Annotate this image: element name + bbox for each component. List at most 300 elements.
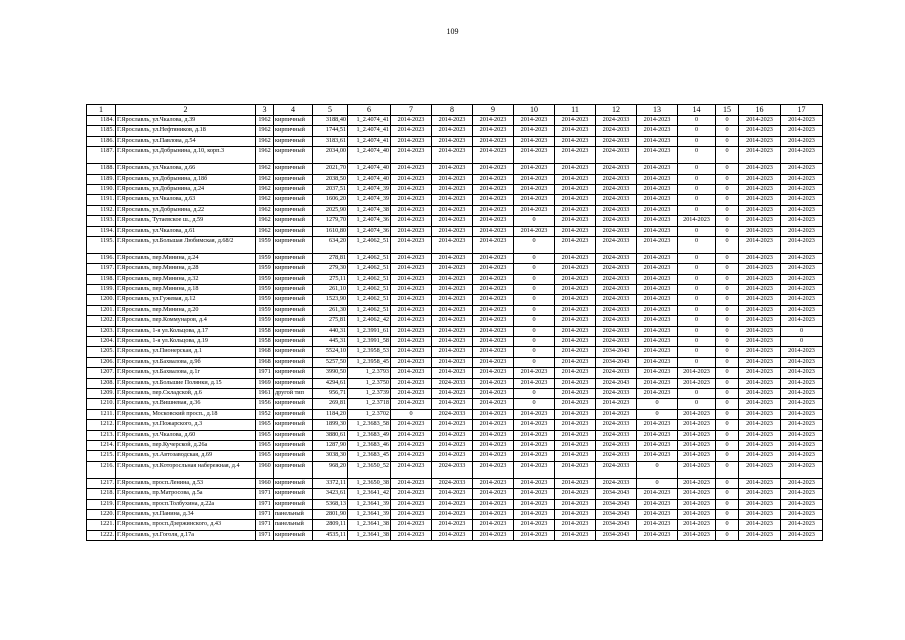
table-cell: 2014-2023 [637,337,678,347]
table-cell: 2014-2023 [473,174,514,184]
table-row [87,430,823,440]
table-cell: 2014-2023 [596,409,637,419]
table-cell: Г.Ярославль, просп.Ленина, д.53 [116,478,256,488]
table-cell: 2014-2023 [391,520,432,530]
table-cell: 0 [716,116,739,126]
table-cell: 5257,50 [313,357,348,367]
table-row [87,226,823,236]
table-cell: 2014-2023 [781,509,823,519]
table-cell: 2014-2023 [391,499,432,509]
table-cell: 4535,11 [313,530,348,540]
table-cell: кирпичный [274,285,313,295]
table-cell: кирпичный [274,420,313,430]
table-cell: 2014-2023 [514,195,555,205]
table-cell: 1968 [256,357,274,367]
table-cell: 2014-2023 [555,430,596,440]
table-cell: 1_2.4062_42 [348,316,391,326]
table-cell: 2014-2023 [739,116,781,126]
table-cell: 2014-2023 [432,347,473,357]
table-cell: 2014-2023 [555,236,596,253]
table-cell: 2014-2023 [637,378,678,388]
table-cell: 2014-2023 [432,147,473,164]
table-cell: 1744,51 [313,126,348,136]
table-cell: 0 [678,305,716,315]
table-cell: 2014-2023 [739,305,781,315]
table-cell: Г.Ярославль, ул.Добрынина, д.22 [116,205,256,215]
table-cell: 2014-2023 [391,489,432,499]
table-cell: другой тип [274,388,313,398]
table-cell: 0 [716,489,739,499]
table-cell: 0 [716,451,739,461]
table-cell: 0 [637,461,678,478]
table-cell: кирпичный [274,116,313,126]
table-cell: 2014-2023 [678,478,716,488]
table-cell: 2014-2023 [555,184,596,194]
table-cell: 2014-2023 [555,216,596,226]
table-cell: 2014-2023 [391,316,432,326]
table-cell: 1960 [256,478,274,488]
table-cell: 1_2.3641_38 [348,530,391,540]
table-cell: 0 [716,164,739,174]
table-row [87,337,823,347]
table-row [87,378,823,388]
table-cell: 0 [716,184,739,194]
table-cell: 2014-2023 [739,409,781,419]
table-cell: 2014-2023 [739,126,781,136]
table-cell: 2014-2023 [391,205,432,215]
table-cell: 2024-2033 [596,326,637,336]
table-cell: 1186. [87,136,116,146]
table-cell: 0 [514,236,555,253]
table-cell: 2024-2033 [596,164,637,174]
table-row [87,326,823,336]
table-cell: панельный [274,520,313,530]
table-cell: 2024-2033 [596,461,637,478]
table-cell: 2014-2023 [432,226,473,236]
table-cell: 2014-2023 [739,326,781,336]
table-cell: 0 [514,326,555,336]
table-cell: 2014-2023 [432,305,473,315]
table-row [87,236,823,253]
table-cell: 0 [678,174,716,184]
table-cell: 1213. [87,430,116,440]
table-cell: 2014-2023 [637,420,678,430]
table-cell: 2024-2033 [596,285,637,295]
table-cell: 2014-2023 [473,478,514,488]
table-cell: 0 [514,285,555,295]
table-cell: 2014-2023 [514,440,555,450]
table-cell: 2024-2033 [596,253,637,263]
table-cell: 2014-2023 [678,409,716,419]
table-cell: 1965 [256,420,274,430]
table-cell: 2014-2023 [473,461,514,478]
table-cell: 1_2.3793 [348,368,391,378]
table-cell: 2014-2023 [637,326,678,336]
table-cell: 2014-2023 [391,461,432,478]
table-cell: 2024-2033 [596,388,637,398]
table-cell: 2014-2023 [555,388,596,398]
table-cell: 0 [716,440,739,450]
table-cell: кирпичный [274,451,313,461]
table-cell: 2014-2023 [637,368,678,378]
table-cell: Г.Ярославль, ул.Чкалова, д.66 [116,164,256,174]
table-cell: 2014-2023 [739,136,781,146]
table-cell: 2014-2023 [739,285,781,295]
table-cell: 0 [781,337,823,347]
table-cell: 1_2.3683_58 [348,420,391,430]
table-cell: 0 [678,274,716,284]
table-body [87,116,823,541]
table-cell: Г.Ярославль, Тутаевское ш., д.59 [116,216,256,226]
table-cell: кирпичный [274,147,313,164]
table-cell: 2014-2023 [739,388,781,398]
table-cell: 2014-2023 [391,440,432,450]
table-cell: 2014-2023 [391,357,432,367]
table-cell: 0 [514,295,555,305]
table-cell: 1210. [87,399,116,409]
table-cell: 2014-2023 [473,316,514,326]
table-cell: 1959 [256,253,274,263]
table-cell: 1209. [87,388,116,398]
table-cell: 2014-2023 [637,509,678,519]
table-cell: 1185. [87,126,116,136]
table-cell: 0 [514,216,555,226]
table-cell: 1_2.4074_41 [348,126,391,136]
table-cell: 261,30 [313,305,348,315]
table-cell: 1961 [256,388,274,398]
table-row [87,478,823,488]
table-cell: 2014-2023 [391,184,432,194]
table-cell: 2014-2023 [637,253,678,263]
table-cell: 3183,61 [313,136,348,146]
table-cell: кирпичный [274,205,313,215]
table-cell: 2014-2023 [555,509,596,519]
table-cell: 2014-2023 [432,451,473,461]
table-cell: кирпичный [274,295,313,305]
table-cell: 2801,90 [313,509,348,519]
table-cell: 2014-2023 [432,489,473,499]
table-cell: 2014-2023 [739,378,781,388]
table-cell: 2014-2023 [473,520,514,530]
table-cell: 2014-2023 [432,236,473,253]
table-cell: 1959 [256,285,274,295]
table-cell: 0 [678,253,716,263]
table-cell: 2014-2023 [432,499,473,509]
table-cell: 1958 [256,326,274,336]
table-cell: 0 [716,509,739,519]
table-cell: 1221. [87,520,116,530]
table-cell: 1_2.3958_53 [348,347,391,357]
table-cell: 2014-2023 [739,337,781,347]
table-row [87,264,823,274]
table-cell: 2014-2023 [781,530,823,540]
table-cell: 2014-2023 [514,147,555,164]
table-cell: 1960 [256,461,274,478]
table-cell: 2014-2023 [739,357,781,367]
table-cell: Г.Ярославль, ул.Автозаводская, д.69 [116,451,256,461]
table-cell: 2024-2033 [596,420,637,430]
table-cell: 2014-2023 [473,499,514,509]
table-cell: 2024-2033 [596,147,637,164]
table-cell: 2014-2023 [555,164,596,174]
table-cell: кирпичный [274,347,313,357]
table-cell: 0 [781,326,823,336]
table-cell: 2014-2023 [781,489,823,499]
table-cell: Г.Ярославль, ул.Чкалова, д.39 [116,116,256,126]
table-cell: 1_2.4074_39 [348,184,391,194]
table-cell: 2014-2023 [473,509,514,519]
table-cell: Г.Ярославль, ул.Нефтяников, д.18 [116,126,256,136]
table-cell: 1_2.3750 [348,378,391,388]
table-cell: 0 [716,126,739,136]
table-cell: 2014-2023 [739,205,781,215]
table-cell: 2014-2023 [555,316,596,326]
table-cell: 2025,90 [313,205,348,215]
table-cell: 2024-2033 [596,305,637,315]
table-cell: 2014-2023 [555,440,596,450]
table-cell: 2014-2023 [739,530,781,540]
table-cell: 2024-2033 [596,295,637,305]
table-cell: Г.Ярославль, 1-я ул.Кольцова, д.17 [116,326,256,336]
table-cell: 2014-2023 [391,126,432,136]
table-cell: 2014-2023 [432,216,473,226]
table-cell: 2024-2033 [596,236,637,253]
table-cell: 2014-2023 [739,489,781,499]
table-cell: 2014-2023 [781,164,823,174]
table-cell: 2014-2023 [391,264,432,274]
table-cell: 0 [716,478,739,488]
table-row [87,451,823,461]
table-cell: кирпичный [274,478,313,488]
table-cell: кирпичный [274,195,313,205]
table-row [87,126,823,136]
table-cell: 3188,40 [313,116,348,126]
table-cell: 2014-2023 [555,226,596,236]
table-cell: 275,11 [313,274,348,284]
table-cell: 2014-2023 [739,420,781,430]
table-cell: 1184. [87,116,116,126]
table-cell: 1219. [87,499,116,509]
table-cell: 2014-2023 [514,420,555,430]
table-cell: 2024-2033 [596,337,637,347]
table-cell: 1962 [256,116,274,126]
table-cell: 2014-2023 [432,420,473,430]
table-cell: 0 [716,174,739,184]
table-cell: 2014-2023 [432,388,473,398]
table-cell: кирпичный [274,136,313,146]
table-cell: 2014-2023 [781,440,823,450]
table-cell: Г.Ярославль, ул.Вишневая, д.36 [116,399,256,409]
table-cell: 2024-2033 [596,116,637,126]
table-cell: Г.Ярославль, пер.Минина, д.18 [116,285,256,295]
table-cell: 0 [678,347,716,357]
table-cell: 2014-2023 [473,305,514,315]
table-cell: 1_2.4074_40 [348,147,391,164]
table-row [87,357,823,367]
table-cell: 2014-2023 [739,368,781,378]
table-cell: 0 [514,347,555,357]
table-cell: Г.Ярославль, просп.Толбухина, д.22а [116,499,256,509]
table-cell: 2014-2023 [555,264,596,274]
table-cell: 1204. [87,337,116,347]
table-cell: 2014-2023 [555,174,596,184]
table-cell: 2014-2023 [391,530,432,540]
table-cell: 1214. [87,440,116,450]
table-cell: 2014-2023 [555,126,596,136]
table-cell: 1287,90 [313,440,348,450]
table-cell: 0 [716,461,739,478]
table-cell: 0 [637,409,678,419]
table-cell: 2014-2023 [432,136,473,146]
table-cell: 2014-2023 [555,205,596,215]
column-header: 4 [274,105,313,116]
table-cell: 2014-2023 [473,116,514,126]
table-cell: 0 [716,274,739,284]
table-cell: 2014-2023 [432,126,473,136]
table-cell: 956,71 [313,388,348,398]
table-cell: 2014-2023 [432,116,473,126]
table-cell: 2014-2023 [432,164,473,174]
table-cell: 2014-2023 [555,305,596,315]
table-cell: 2014-2023 [473,347,514,357]
table-cell: 1190. [87,184,116,194]
table-cell: кирпичный [274,226,313,236]
table-cell: Г.Ярославль, ул.Чкалова, д.61 [116,226,256,236]
table-cell: 2014-2023 [555,399,596,409]
table-cell: 2014-2023 [739,461,781,478]
table-cell: 0 [716,226,739,236]
table-cell: 2014-2023 [555,357,596,367]
table-cell: кирпичный [274,274,313,284]
table-cell: 1962 [256,195,274,205]
table-cell: 2014-2023 [391,295,432,305]
table-cell: 2034-2043 [596,499,637,509]
table-cell: 0 [716,216,739,226]
table-cell: 0 [716,326,739,336]
table-cell: 2014-2023 [781,378,823,388]
table-cell: 2014-2023 [637,136,678,146]
table-cell: 0 [514,388,555,398]
table-cell: 2014-2023 [432,316,473,326]
table-cell: 2024-2033 [596,430,637,440]
table-cell: 2014-2023 [739,174,781,184]
table-cell: 2014-2023 [555,499,596,509]
table-cell: 1_2.4062_51 [348,236,391,253]
table-cell: 2024-2033 [596,184,637,194]
table-cell: 0 [514,337,555,347]
table-cell: 2024-2033 [596,126,637,136]
column-header: 7 [391,105,432,116]
table-cell: 440,31 [313,326,348,336]
table-row [87,216,823,226]
table-cell: 2014-2023 [514,478,555,488]
table-cell: 0 [678,226,716,236]
column-header: 11 [555,105,596,116]
table-cell: 1189. [87,174,116,184]
table-cell: 1_2.3641_39 [348,499,391,509]
table-cell: 2014-2023 [678,368,716,378]
table-cell: 1_2.3683_46 [348,440,391,450]
table-cell: 2014-2023 [739,440,781,450]
table-cell: Г.Ярославль, пер.Минина, д.28 [116,264,256,274]
table-cell: 2014-2023 [514,520,555,530]
table-cell: 0 [716,520,739,530]
table-row [87,347,823,357]
table-cell: 2014-2023 [637,285,678,295]
table-cell: 2014-2023 [781,357,823,367]
table-cell: 2014-2023 [514,409,555,419]
table-row [87,253,823,263]
table-cell: 1211. [87,409,116,419]
table-cell: 4294,61 [313,378,348,388]
table-cell: 278,81 [313,253,348,263]
table-cell: 1205. [87,347,116,357]
table-cell: 2014-2023 [637,126,678,136]
table-cell: 1959 [256,305,274,315]
table-cell: 2014-2023 [391,253,432,263]
table-cell: кирпичный [274,253,313,263]
table-cell: 0 [637,478,678,488]
table-cell: 2014-2023 [678,430,716,440]
table-cell: 1196. [87,253,116,263]
table-cell: 2014-2023 [432,337,473,347]
table-cell: кирпичный [274,409,313,419]
table-row [87,420,823,430]
table-cell: 1197. [87,264,116,274]
table-cell: 1962 [256,164,274,174]
table-row [87,520,823,530]
table-cell: Г.Ярославль, ул.Чкалова, д.60 [116,430,256,440]
table-cell: 0 [716,236,739,253]
table-cell: 0 [716,357,739,367]
table-cell: 0 [716,409,739,419]
table-cell: Г.Ярославль, ул.Пионерская, д.1 [116,347,256,357]
table-cell: 2014-2023 [514,164,555,174]
table-cell: 0 [678,326,716,336]
column-header: 2 [116,105,256,116]
table-cell: 0 [716,316,739,326]
table-cell: 2014-2023 [473,226,514,236]
table-cell: 2014-2023 [555,274,596,284]
table-cell: 2014-2023 [739,520,781,530]
table-cell: 2014-2023 [637,440,678,450]
table-cell: 2014-2023 [637,116,678,126]
table-row [87,399,823,409]
table-cell: 2014-2023 [473,295,514,305]
table-cell: 2014-2023 [781,136,823,146]
table-cell: кирпичный [274,430,313,440]
table-cell: кирпичный [274,126,313,136]
table-cell: 0 [716,205,739,215]
table-cell: 2809,11 [313,520,348,530]
table-cell: кирпичный [274,184,313,194]
table-cell: 0 [514,253,555,263]
table-cell: 1962 [256,205,274,215]
table-cell: 2014-2023 [432,205,473,215]
table-cell: 2014-2023 [473,216,514,226]
table-cell: 1215. [87,451,116,461]
table-cell: 2014-2023 [678,499,716,509]
column-header: 15 [716,105,739,116]
table-cell: Г.Ярославль, ул.Панина, д.34 [116,509,256,519]
table-cell: кирпичный [274,305,313,315]
table-cell: 0 [716,305,739,315]
table-cell: 2014-2023 [637,216,678,226]
table-cell: 2014-2023 [781,174,823,184]
table-cell: 2037,51 [313,184,348,194]
table-cell: 1218. [87,489,116,499]
table-cell: 2014-2023 [739,216,781,226]
